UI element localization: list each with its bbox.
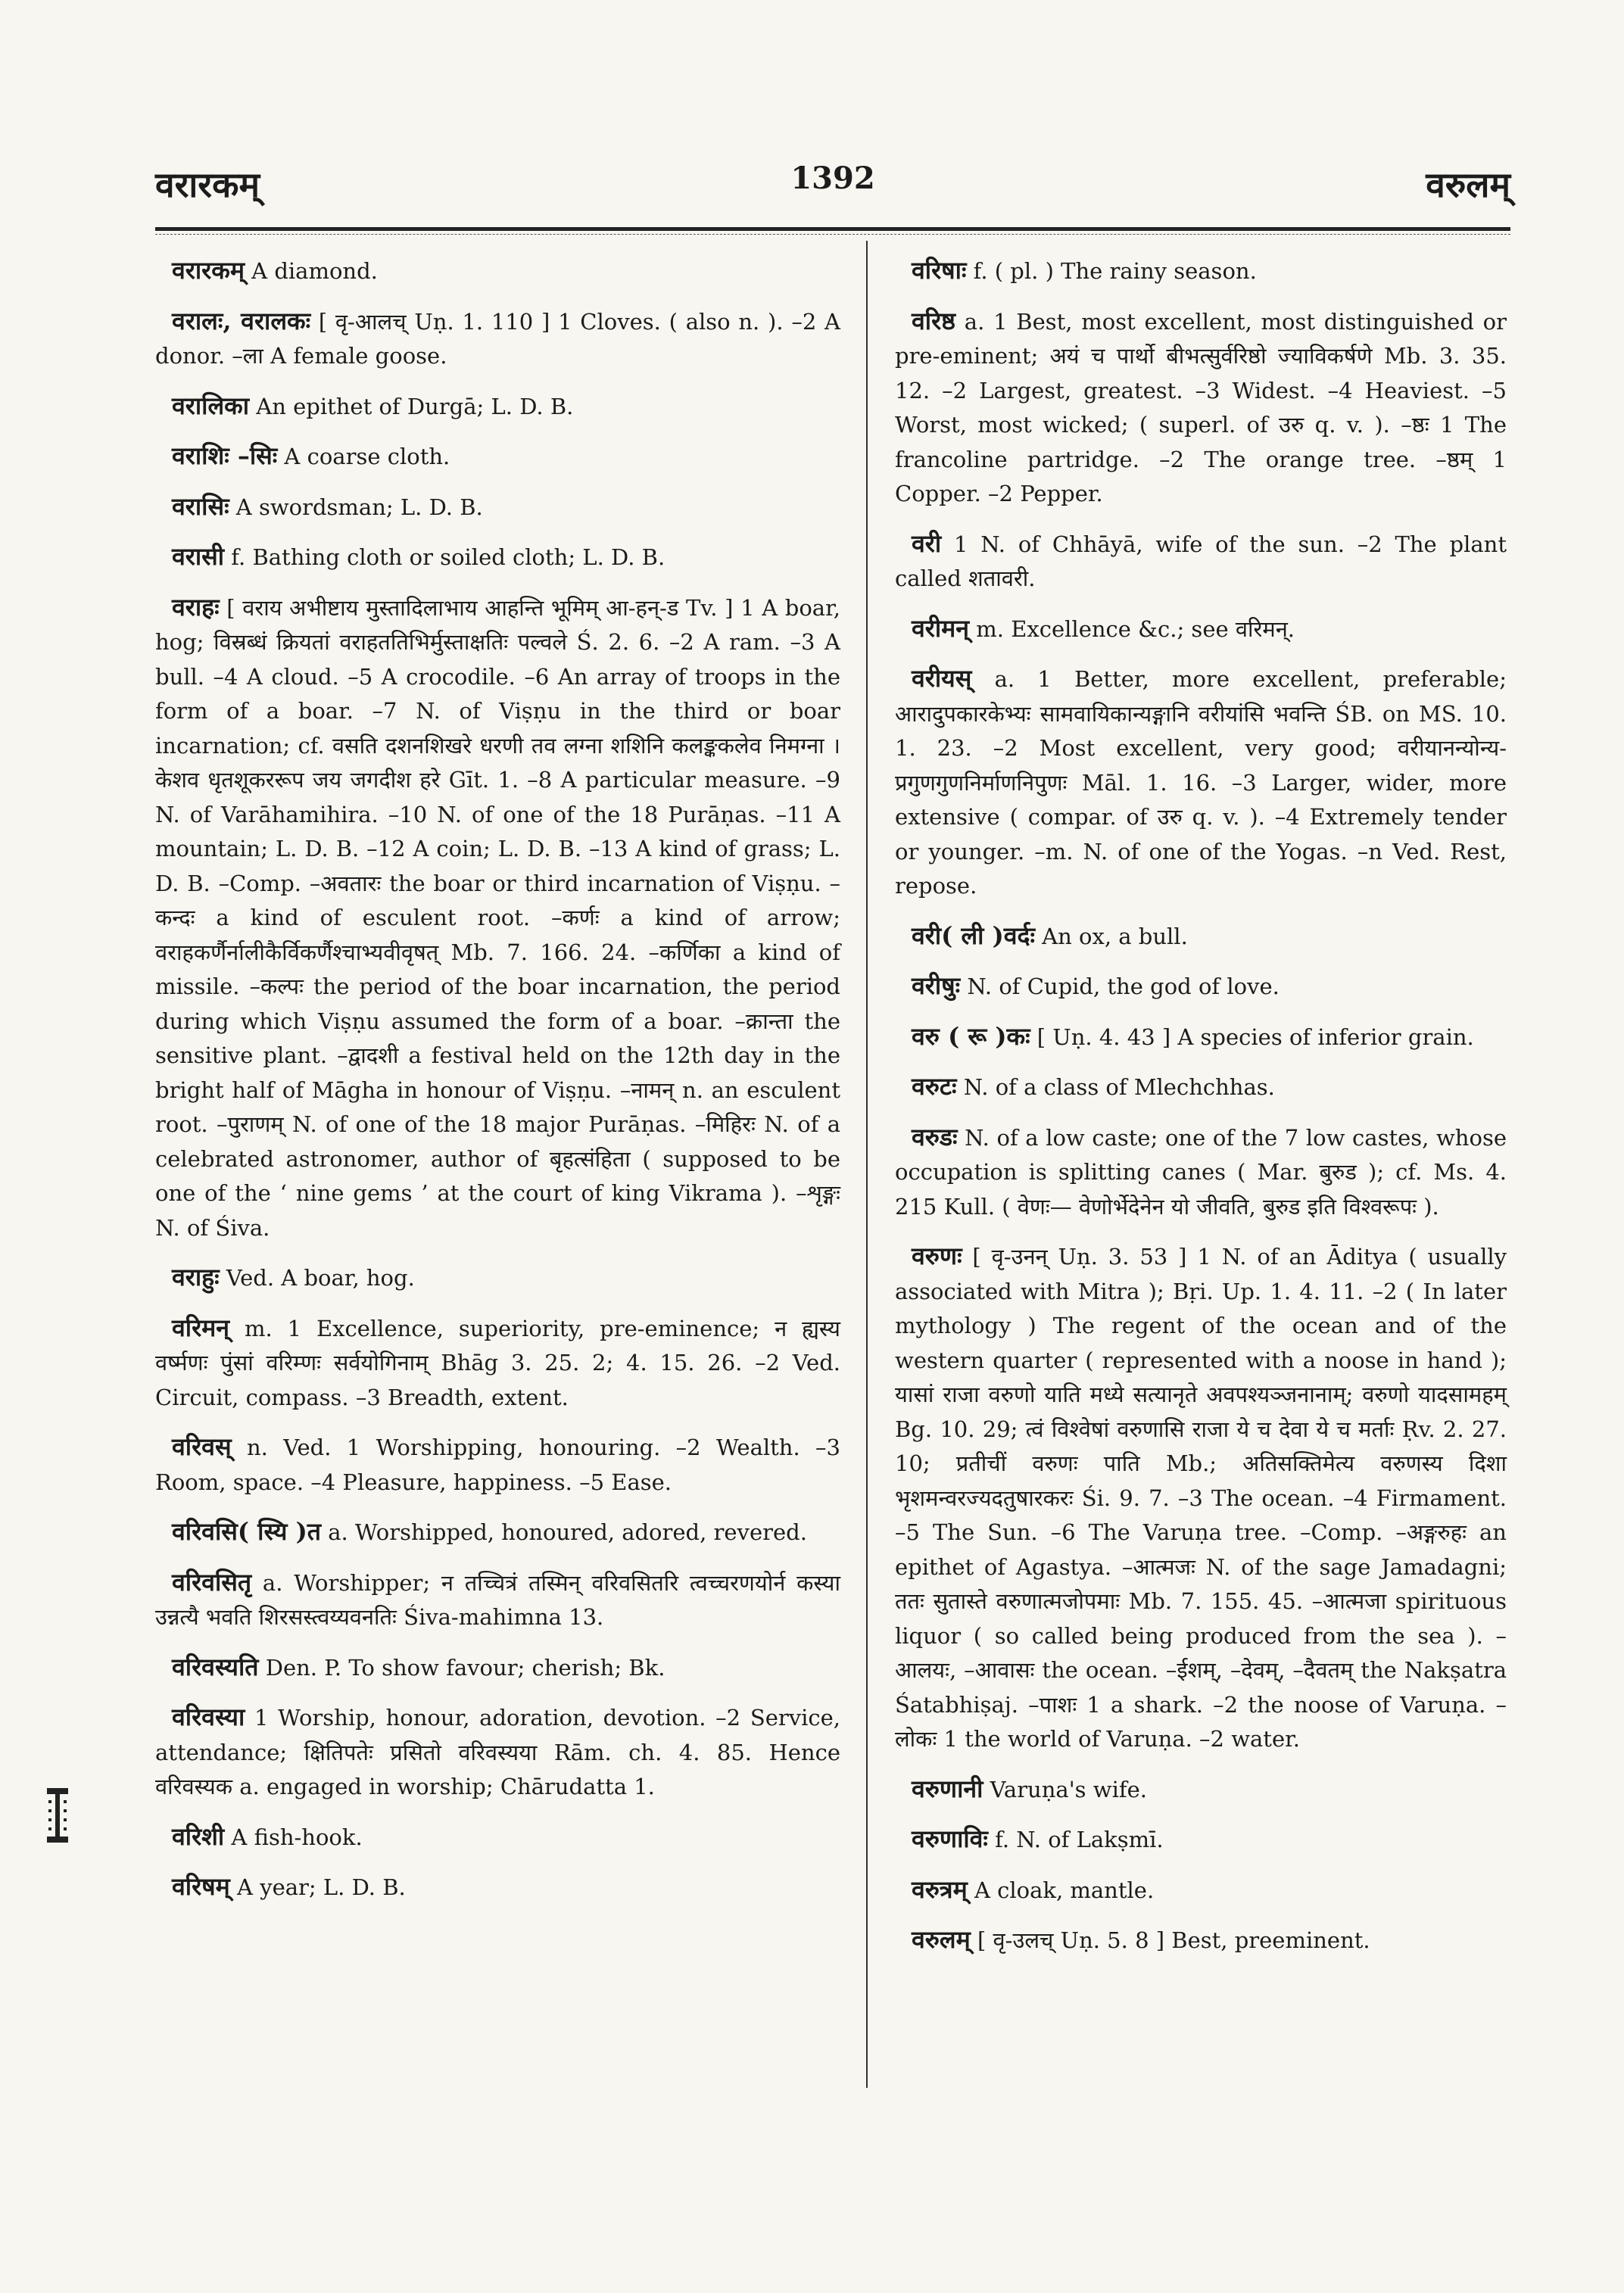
headword: वरीमन् [912, 613, 970, 643]
definition: m. Excellence &c.; see वरिमन्. [969, 615, 1295, 642]
right-column [895, 254, 1507, 1974]
headword: वरिषाः [912, 256, 967, 285]
definition: n. Ved. 1 Worshipping, honouring. –2 Wealth. –3 Room, space. –4 Pleasure, happiness. –5 Ease. [155, 1435, 840, 1495]
header-left-guideword: वरारकम् [155, 164, 260, 205]
headword: वराहः [172, 592, 220, 622]
definition: [ वराय अभीष्टाय मुस्तादिलाभाय आहन्ति भूमिम् आ-हन्-ड Tv. ] 1 A boar, hog; विस्रब्धं क्रियतां वराहततिभिर्मुस्ताक्षतिः पल्वले Ś. 2. 6. –2 A ram. –3 A bull. –4 A cloud. –5 A crocodile. –6 An array of troops in the form of a boar. –7 N. of Viṣṇu in the third or boar incarnation; cf. वसति दशनशिखरे धरणी तव लग्ना शशिनि कलङ्ककलेव निमग्ना । केशव धृतशूकररूप जय जगदीश हरे Gīt. 1. –8 A particular measure. –9 N. of Varāhamihira. –10 N. of one of the 18 Purāṇas. –11 A mountain; L. D. B. –12 A coin; L. D. B. –13 A kind of grass; L. D. B. –Comp. –अवतारः the boar or third incarnation of Viṣṇu. –कन्दः a kind of esculent root. –कर्णः a kind of arrow; वराहकर्णैर्नालीकैर्विकर्णैश्चाभ्यवीवृषत् Mb. 7. 166. 24. –कर्णिका a kind of missile. –कल्पः the period of the boar incarnation, the period during which Viṣṇu assumed the form of a boar. –क्रान्ता the sensitive plant. –द्वादशी a festival held on the 12th day in the bright half of Māgha in honour of Viṣṇu. –नामन् n. an esculent root. –पुराणम् N. of one of the 18 major Purāṇas. –मिहिरः N. of a celebrated astronomer, author of बृहत्संहिता ( supposed to be one of the ‘ nine gems ’ at the court of king Vikrama ). –शृङ्गः N. of Śiva. [155, 594, 840, 1241]
dictionary-entry [895, 1239, 1507, 1757]
definition: [ वृ-उनन् Uṇ. 3. 53 ] 1 N. of an Āditya ( usually associated with Mitra ); Bṛi. Up. 1. 4. 11. –2 ( In later mythology ) The regent of the ocean and of the western quarter ( represented with a noose in hand ); यासां राजा वरुणो याति मध्ये सत्यानृते अवपश्यञ्जनानाम्; वरुणो यादसामहम् Bg. 10. 29; त्वं विश्वेषां वरुणासि राजा ये च देवा ये च मर्ताः Ṛv. 2. 27. 10; प्रतीचीं वरुणः पाति Mb.; अतिसक्तिमेत्य वरुणस्य दिशा भृशमन्वरज्यदतुषारकरः Śi. 9. 7. –3 The ocean. –4 Firmament. –5 The Sun. –6 The Varuṇa tree. –Comp. –अङ्गरुहः an epithet of Agastya. –आत्मजः N. of the sage Jamadagni; ततः सुतास्ते वरुणात्मजोपमाः Mb. 7. 155. 45. –आत्मजा spirituous liquor ( so called being produced from the sea ). –आलयः, –आवासः the ocean. –ईशम्, –देवम्, –दैवतम् the Nakṣatra Śatabhiṣaj. –पाशः 1 a shark. –2 the noose of Varuṇa. –लोकः 1 the world of Varuṇa. –2 water. [895, 1244, 1507, 1752]
headword: वरिषम् [172, 1872, 230, 1901]
headword: वरुडः [912, 1122, 958, 1151]
dictionary-entry [155, 1430, 840, 1500]
headword: वरिवस्या [172, 1703, 245, 1731]
headword: वरुणः [912, 1242, 962, 1270]
definition: A fish-hook. [224, 1824, 363, 1850]
headword: वरिमन् [172, 1313, 230, 1342]
margin-printer-mark [44, 1787, 71, 1844]
dictionary-entry [155, 540, 840, 575]
definition: A swordsman; L. D. B. [229, 494, 483, 520]
definition: N. of a class of Mlechchhas. [956, 1074, 1275, 1100]
dictionary-entry [895, 527, 1507, 597]
headword: वरालः, वरालकः [172, 306, 311, 335]
dictionary-entry [155, 254, 840, 289]
dictionary-entry [895, 919, 1507, 955]
dictionary-entry [155, 1650, 840, 1686]
left-column [155, 254, 840, 1921]
definition: f. N. of Lakṣmī. [987, 1827, 1164, 1852]
headword: वरीयस् [912, 664, 972, 693]
headword: वरिष्ठ [912, 306, 956, 335]
dictionary-entry [895, 304, 1507, 512]
definition: A cloak, mantle. [967, 1877, 1155, 1903]
definition: m. 1 Excellence, superiority, pre-eminence; न ह्यस्य वर्ष्मणः पुंसां वरिम्णः सर्वयोगिनाम् Bhāg 3. 25. 2; 4. 15. 26. –2 Ved. Circuit, compass. –3 Breadth, extent. [155, 1315, 840, 1410]
definition: 1 N. of Chhāyā, wife of the sun. –2 The plant called शतावरी. [895, 531, 1507, 591]
dictionary-entry [895, 1822, 1507, 1858]
headword: वरुटः [912, 1072, 957, 1101]
dictionary-entry [895, 1120, 1507, 1225]
headword: वरासिः [172, 491, 229, 521]
definition: N. of Cupid, the god of love. [960, 974, 1280, 999]
headword: वरालिका [172, 391, 250, 420]
dictionary-entry [155, 304, 840, 374]
dictionary-entry [155, 490, 840, 525]
dictionary-entry [895, 969, 1507, 1005]
page-number: 1392 [790, 160, 875, 196]
headword: वरु ( रू )कः [912, 1021, 1030, 1051]
dictionary-entry [155, 1870, 840, 1905]
dictionary-entry [895, 254, 1507, 289]
dictionary-entry [155, 1566, 840, 1635]
definition: N. of a low caste; one of the 7 low castes, whose occupation is splitting canes ( Mar. बुरुड ); cf. Ms. 4. 215 Kull. ( वेणः— वेणोर्भेदेनेन यो जीवति, बुरुड इति विश्वरूपः ). [895, 1124, 1507, 1220]
headword: वरिवसि( स्यि )त [172, 1517, 321, 1546]
dictionary-entry [895, 1772, 1507, 1808]
dictionary-entry [895, 662, 1507, 904]
page-header [155, 151, 1510, 220]
dictionary-entry [155, 590, 840, 1246]
dictionary-entry [155, 1260, 840, 1296]
dictionary-entry [895, 612, 1507, 647]
definition: f. Bathing cloth or soiled cloth; L. D. B. [224, 544, 665, 570]
definition: 1 Worship, honour, adoration, devotion. –2 Service, attendance; क्षितिपतेः प्रसितो वरिवस्यया Rām. ch. 4. 85. Hence वरिवस्यक a. engaged in worship; Chārudatta 1. [155, 1705, 840, 1799]
definition: Ved. A boar, hog. [219, 1265, 415, 1291]
definition: A year; L. D. B. [229, 1874, 406, 1900]
definition: [ वृ-उलच् Uṇ. 5. 8 ] Best, preeminent. [970, 1927, 1370, 1953]
headword: वराशिः –सिः [172, 441, 278, 470]
dictionary-entry [155, 1820, 840, 1855]
headword: वरिशी [172, 1821, 225, 1851]
definition: f. ( pl. ) The rainy season. [966, 258, 1257, 284]
dictionary-entry [155, 1311, 840, 1416]
headword: वरिवस् [172, 1432, 232, 1461]
dictionary-entry [895, 1873, 1507, 1908]
headword: वरीषुः [912, 971, 961, 1000]
definition: [ वृ-आलच् Uṇ. 1. 110 ] 1 Cloves. ( also n. ). –2 A donor. –ला A female goose. [155, 308, 841, 369]
definition: An ox, a bull. [1034, 923, 1188, 949]
definition: a. Worshipped, honoured, adored, revered. [320, 1519, 807, 1545]
header-rule [155, 227, 1510, 231]
dictionary-entry [155, 439, 840, 475]
headword: वरिवसितृ [172, 1567, 252, 1597]
definition: A coarse cloth. [277, 444, 450, 469]
headword: वरासी [172, 542, 225, 571]
header-right-guideword: वरुलम् [1426, 164, 1510, 205]
dictionary-entry [895, 1020, 1507, 1055]
definition: [ Uṇ. 4. 43 ] A species of inferior grain. [1030, 1023, 1474, 1050]
headword: वरुलम् [912, 1925, 971, 1954]
headword: वरी( ली )वर्दः [912, 921, 1035, 950]
headword: वरुणानी [912, 1774, 983, 1803]
headword: वरुत्रम् [912, 1874, 968, 1904]
definition: An epithet of Durgā; L. D. B. [249, 393, 574, 419]
headword: वराहुः [172, 1263, 220, 1291]
dictionary-entry [155, 1700, 840, 1805]
headword: वरिवस्यति [172, 1652, 259, 1681]
column-divider [866, 241, 868, 2088]
dictionary-entry [895, 1070, 1507, 1105]
dictionary-entry [895, 1923, 1507, 1958]
headword: वरी [912, 528, 942, 558]
headword: वरुणाविः [912, 1824, 988, 1853]
header-rule-secondary [155, 234, 1510, 235]
definition: a. 1 Better, more excellent, preferable; आरादुपकारकेभ्यः सामवायिकान्यङ्गानि वरीयांसि भवन्ति ŚB. on MS. 10. 1. 23. –2 Most excellent, very good; वरीयानन्योन्य-प्रगुणगुणनिर्माणनिपुणः Māl. 1. 16. –3 Larger, wider, more extensive ( compar. of उरु q. v. ). –4 Extremely tender or younger. –m. N. of one of the Yogas. –n Ved. Rest, repose. [895, 666, 1507, 899]
dictionary-entry [155, 389, 840, 425]
definition: a. 1 Best, most excellent, most distinguished or pre-eminent; अयं च पार्थो बीभत्सुर्वरिष्ठो ज्याविकर्षणे Mb. 3. 35. 12. –2 Largest, greatest. –3 Widest. –4 Heaviest. –5 Worst, most wicked; ( superl. of उरु q. v. ). –ष्ठः 1 The francoline partridge. –2 The orange tree. –ष्ठम् 1 Copper. –2 Pepper. [895, 308, 1507, 506]
definition: A diamond. [244, 258, 378, 284]
definition: Den. P. To show favour; cherish; Bk. [258, 1654, 665, 1681]
headword: वरारकम् [172, 256, 245, 285]
definition: a. Worshipper; न तच्चित्रं तस्मिन् वरिवसितरि त्वच्चरणयोर्न कस्या उन्नत्यै भवति शिरसस्त्वय्यवनतिः Śiva-mahimna 13. [155, 1569, 840, 1630]
dictionary-entry [155, 1515, 840, 1550]
definition: Varuṇa's wife. [983, 1776, 1147, 1802]
